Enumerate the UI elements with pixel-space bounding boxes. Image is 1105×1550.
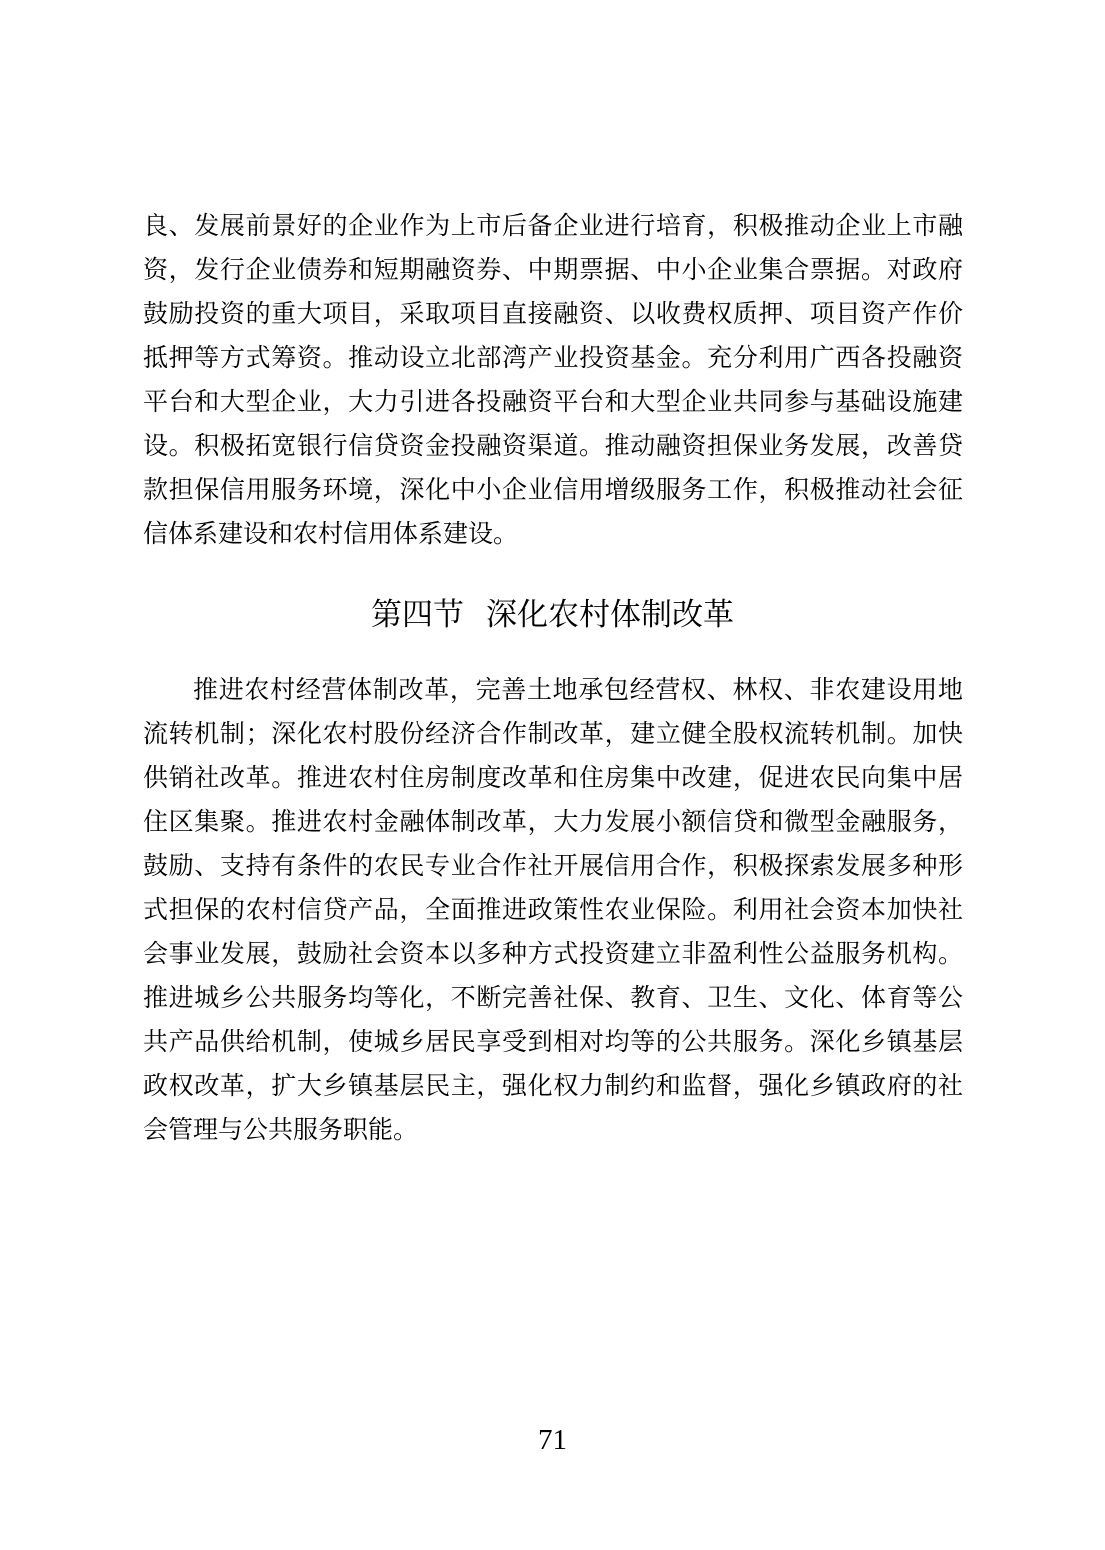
text-line: 流转机制；深化农村股份经济合作制改革，建立健全股权流转机制。加快 xyxy=(143,720,963,748)
text-line: 平台和大型企业，大力引进各投融资平台和大型企业共同参与基础设施建 xyxy=(143,388,963,416)
text-line: 设。积极拓宽银行信贷资金投融资渠道。推动融资担保业务发展，改善贷 xyxy=(143,432,963,460)
text-line: 推进农村经营体制改革，完善土地承包经营权、林权、非农建设用地 xyxy=(193,676,963,704)
text-line: 共产品供给机制，使城乡居民享受到相对均等的公共服务。深化乡镇基层 xyxy=(143,1028,963,1056)
text-line: 推进城乡公共服务均等化，不断完善社保、教育、卫生、文化、体育等公 xyxy=(143,984,963,1012)
paragraph-rural-reform xyxy=(143,668,963,1152)
text-line: 政权改革，扩大乡镇基层民主，强化权力制约和监督，强化乡镇政府的社 xyxy=(143,1072,963,1100)
text-line: 资，发行企业债券和短期融资券、中期票据、中小企业集合票据。对政府 xyxy=(143,256,963,284)
text-line: 良、发展前景好的企业作为上市后备企业进行培育，积极推动企业上市融 xyxy=(143,212,963,240)
text-line: 鼓励投资的重大项目，采取项目直接融资、以收费权质押、项目资产作价 xyxy=(143,300,963,328)
paragraph-investment-financing xyxy=(143,204,963,556)
text-line: 会管理与公共服务职能。 xyxy=(143,1116,419,1144)
text-line: 住区集聚。推进农村金融体制改革，大力发展小额信贷和微型金融服务， xyxy=(143,808,963,836)
text-line: 式担保的农村信贷产品，全面推进政策性农业保险。利用社会资本加快社 xyxy=(143,896,963,924)
text-line: 会事业发展，鼓励社会资本以多种方式投资建立非盈利性公益服务机构。 xyxy=(143,940,963,968)
text-line: 信体系建设和农村信用体系建设。 xyxy=(143,520,519,548)
text-line: 供销社改革。推进农村住房制度改革和住房集中改建，促进农民向集中居 xyxy=(143,764,963,792)
section-heading-number: 第四节 xyxy=(371,597,464,632)
text-line: 抵押等方式筹资。推动设立北部湾产业投资基金。充分利用广西各投融资 xyxy=(143,344,963,372)
section-heading-title: 深化农村体制改革 xyxy=(486,597,734,632)
section-heading xyxy=(0,593,1105,637)
page-footer xyxy=(0,1420,1105,1460)
text-line: 款担保信用服务环境，深化中小企业信用增级服务工作，积极推动社会征 xyxy=(143,476,963,504)
text-line: 鼓励、支持有条件的农民专业合作社开展信用合作，积极探索发展多种形 xyxy=(143,852,963,880)
page-number: 71 xyxy=(538,1424,567,1456)
